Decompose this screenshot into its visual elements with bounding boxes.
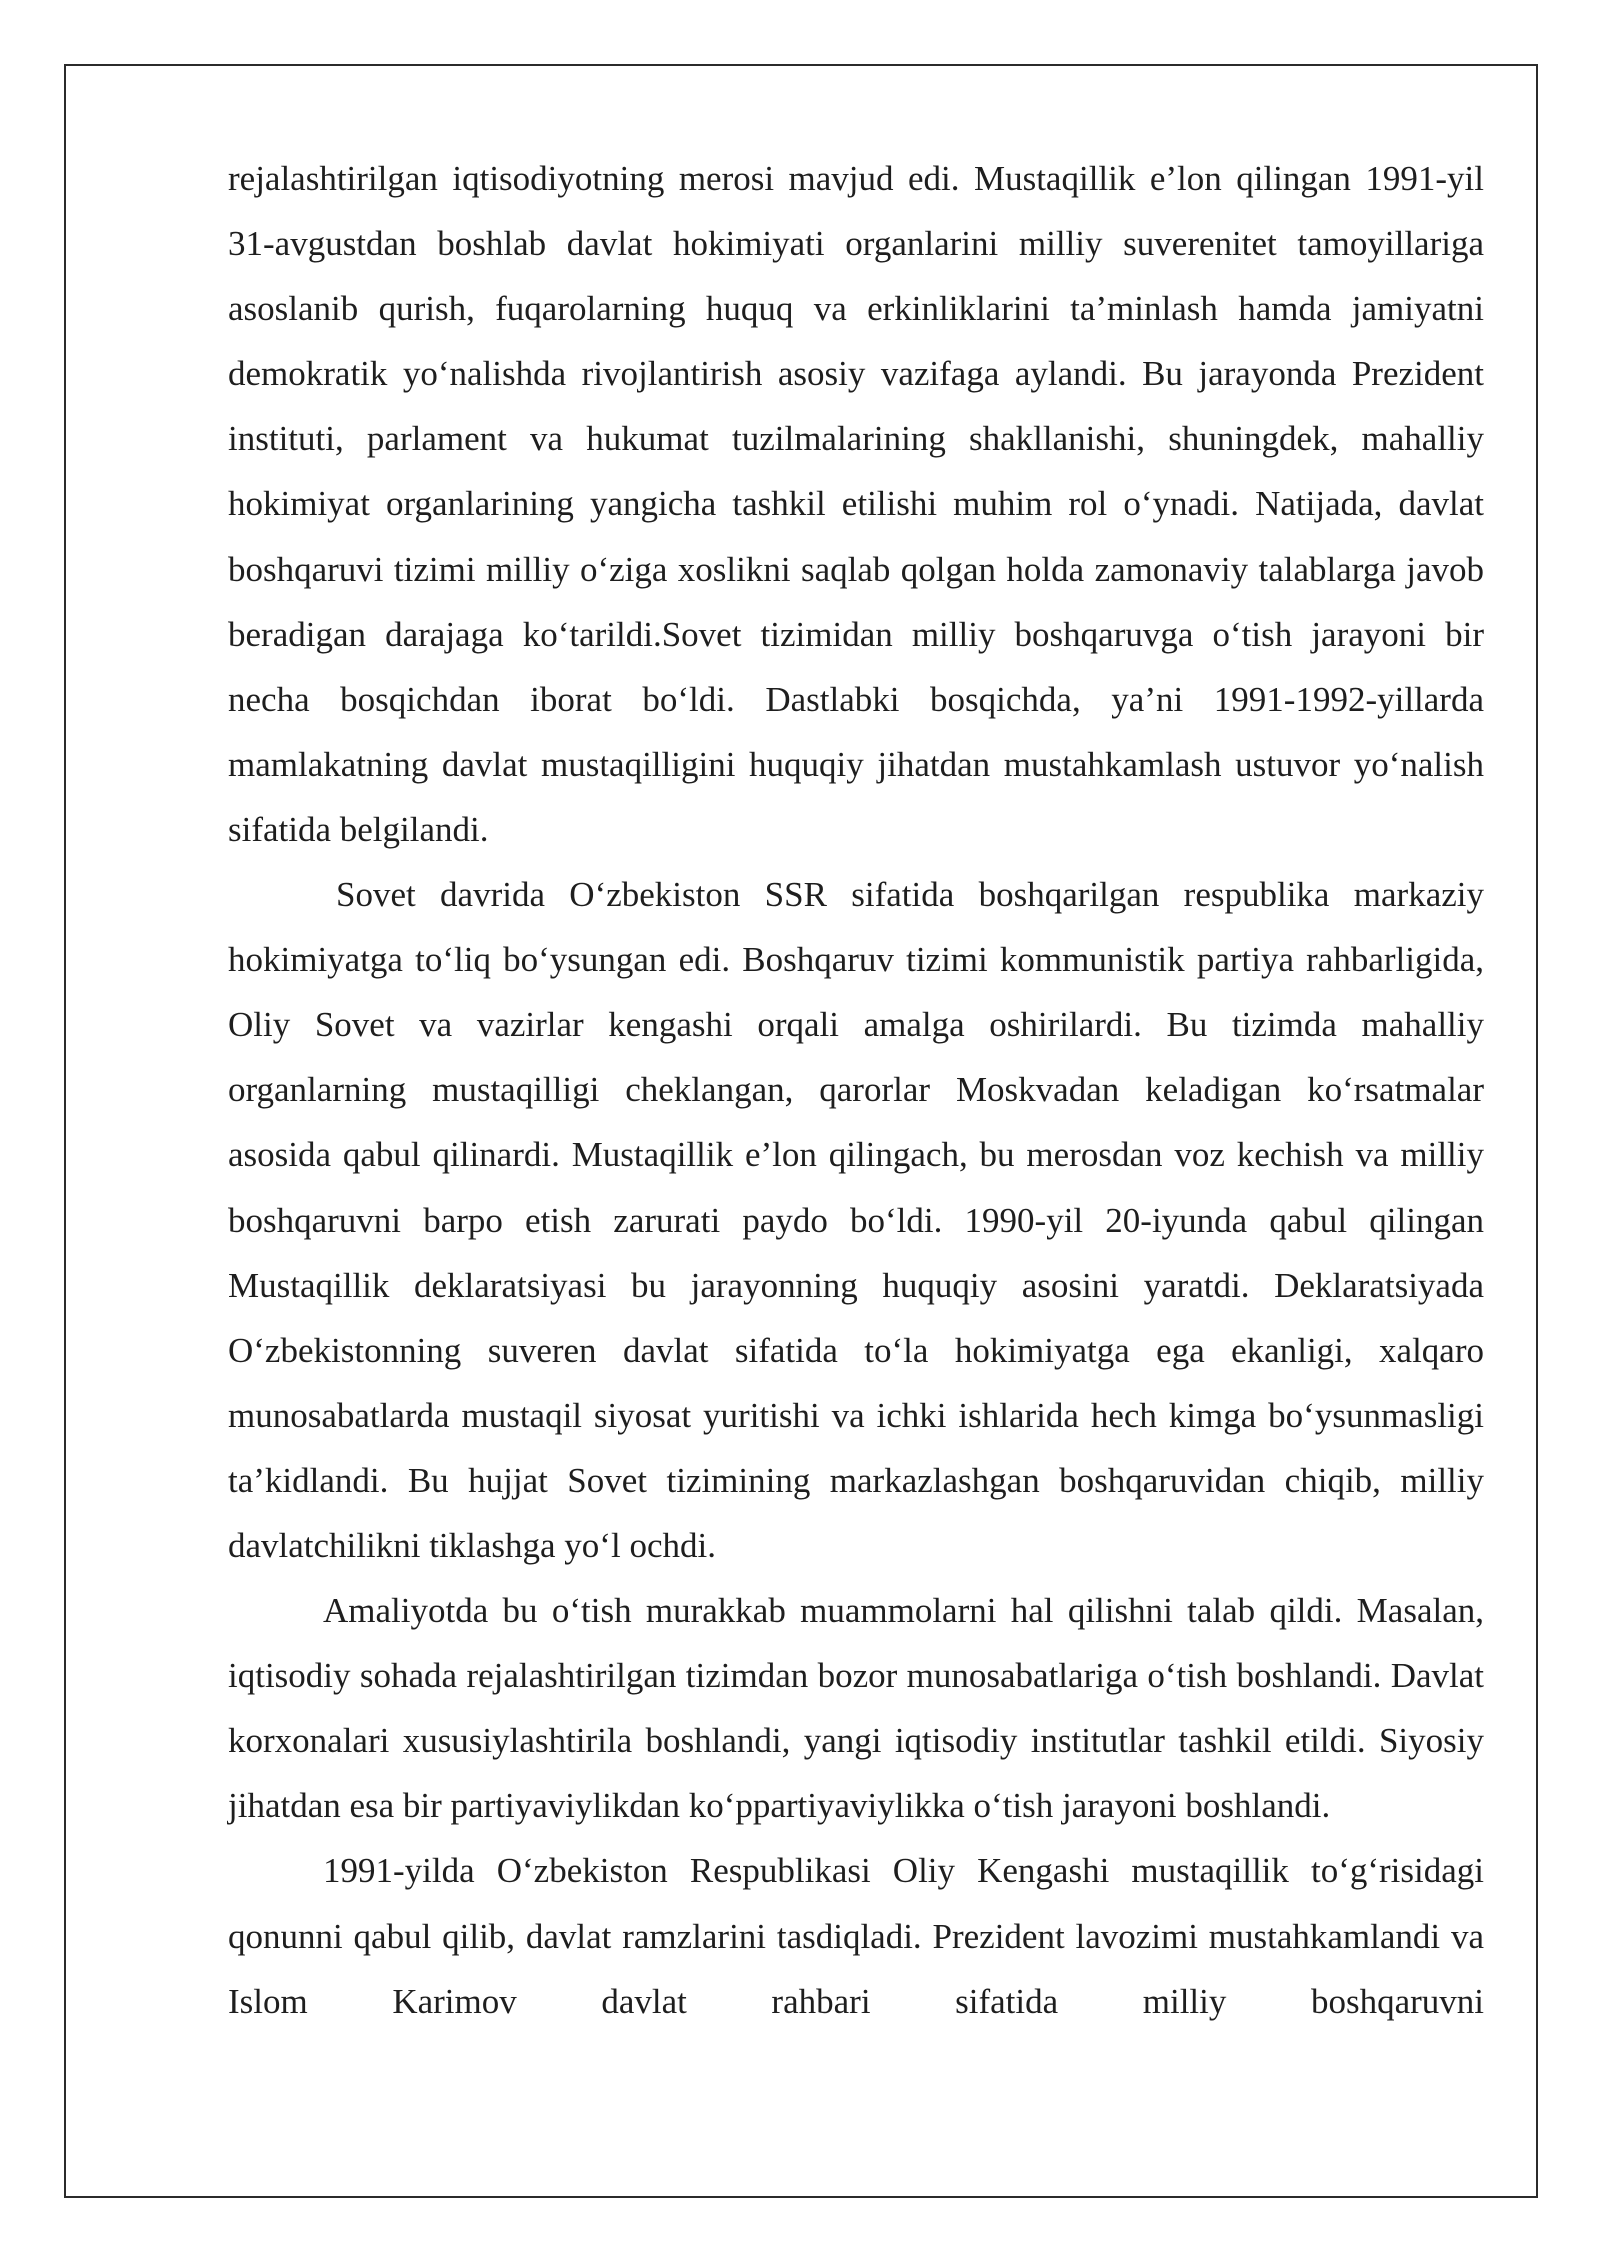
paragraph: rejalashtirilgan iqtisodiyotning merosi mavjud edi. Mustaqillik e’lon qilingan 1991-yil 31-avgustdan boshlab davlat hokimiyati organlarini milliy suverenitet tamoyillariga asoslanib qurish, fuqarolarning huquq va erkinliklarini ta’minlash hamda jamiyatni demokratik yo‘nalishda rivojlantirish asosiy vazifaga aylandi. Bu jarayonda Prezident instituti, parlament va hukumat tuzilmalarining shakllanishi, shuningdek, mahalliy hokimiyat organlarining yangicha tashkil etilishi muhim rol o‘ynadi. Natijada, davlat boshqaruvi tizimi milliy o‘ziga xoslikni saqlab qolgan holda zamonaviy talablarga javob beradigan darajaga ko‘tarildi.Sovet tizimidan milliy boshqaruvga o‘tish jarayoni bir necha bosqichdan iborat bo‘ldi. Dastlabki bosqichda, ya’ni 1991-1992-yillarda mamlakatning davlat mustaqilligini huquqiy jihatdan mustahkamlash ustuvor yo‘nalish sifatida belgilandi. — [228, 159, 1484, 849]
paragraph: Sovet davrida O‘zbekiston SSR sifatida boshqarilgan respublika markaziy hokimiyatga to‘liq bo‘ysungan edi. Boshqaruv tizimi kommunistik partiya rahbarligida, Oliy Sovet va vazirlar kengashi orqali amalga oshirilardi. Bu tizimda mahalliy organlarning mustaqilligi cheklangan, qarorlar Moskvadan keladigan ko‘rsatmalar asosida qabul qilinardi. Mustaqillik e’lon qilingach, bu merosdan voz kechish va milliy boshqaruvni barpo etish zarurati paydo bo‘ldi. 1990-yil 20-iyunda qabul qilingan Mustaqillik deklaratsiyasi bu jarayonning huquqiy asosini yaratdi. Deklaratsiyada O‘zbekistonning suveren davlat sifatida to‘la hokimiyatga ega ekanligi, xalqaro munosabatlarda mustaqil siyosat yuritishi va ichki ishlarida hech kimga bo‘ysunmasligi ta’kidlandi. Bu hujjat Sovet tizimining markazlashgan boshqaruvidan chiqib, milliy davlatchilikni tiklashga yo‘l ochdi. — [228, 875, 1484, 1565]
paragraph: 1991-yilda O‘zbekiston Respublikasi Oliy Kengashi mustaqillik to‘g‘risidagi qonunni qabul qilib, davlat ramzlarini tasdiqladi. Prezident lavozimi mustahkamlandi va Islom Karimov davlat rahbari sifatida milliy boshqaruvni — [228, 1851, 1484, 2021]
paragraph: Amaliyotda bu o‘tish murakkab muammolarni hal qilishni talab qildi. Masalan, iqtisodiy sohada rejalashtirilgan tizimdan bozor munosabatlariga o‘tish boshlandi. Davlat korxonalari xususiylashtirila boshlandi, yangi iqtisodiy institutlar tashkil etildi. Siyosiy jihatdan esa bir partiyaviylikdan ko‘ppartiyaviylikka o‘tish jarayoni boshlandi. — [228, 1591, 1484, 1826]
document-body — [228, 146, 1484, 2034]
